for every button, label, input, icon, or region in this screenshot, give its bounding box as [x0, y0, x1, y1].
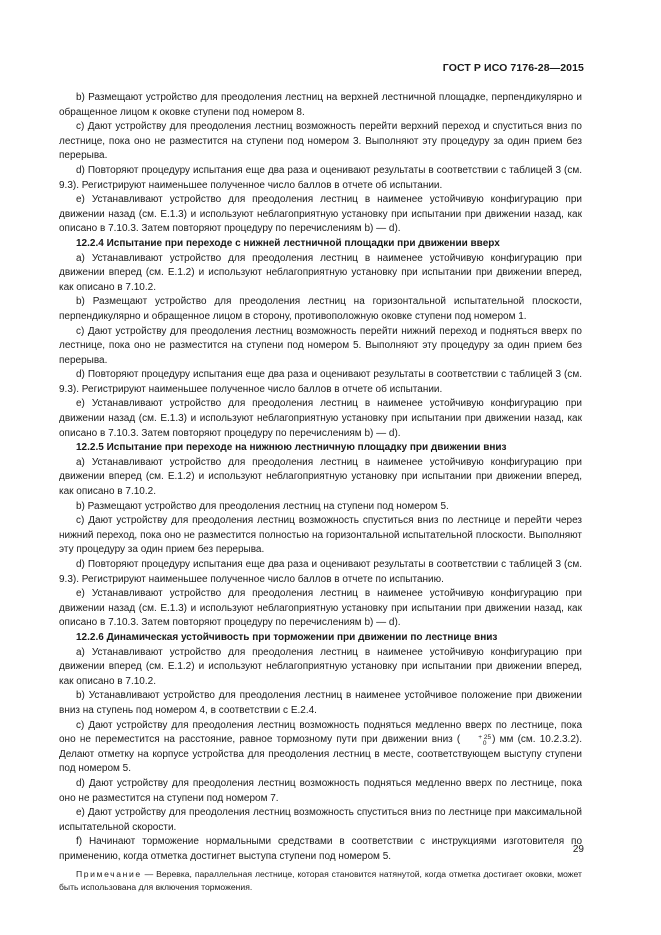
- paragraph-12-2-5-d: d) Повторяют процедуру испытания еще два раза и оценивают результаты в соответствии с таблицей 3 (см. 9.3). Регистрируют наименьшее полученное число баллов в отчете по испытанию.: [59, 559, 582, 585]
- tolerance-fraction: [461, 735, 491, 748]
- paragraph-12-2-4-a: a) Устанавливают устройство для преодоления лестниц в наименее устойчивую конфигурацию при движении вперед (см. Е.1.2) и используют неблагоприятную установку при испытании при движении вперед, как описано в 7.10.2.: [59, 252, 582, 293]
- paragraph-12-2-5-b: b) Размещают устройство для преодоления лестниц на ступени под номером 5.: [76, 500, 449, 512]
- paragraph-12-2-6-f: f) Начинают торможение нормальными средствами в соответствии с инструкциями изготовителя по применению, когда отметка достигнет выступа ступени под номером 5.: [59, 836, 582, 862]
- paragraph-12-2-5-e: e) Устанавливают устройство для преодоления лестниц в наименее устойчивую конфигурацию при движении назад (см. Е.1.3) и используют неблагоприятную установку при испытании при движении назад, как описано в 7.10.3. Затем повторяют процедуру по перечислениям b) — d).: [59, 588, 582, 629]
- paragraph-12-2-6-e: e) Дают устройству для преодоления лестниц возможность спуститься вниз по лестнице при максимальной испытательной скорости.: [59, 807, 582, 833]
- note-label: Примечание: [76, 869, 142, 880]
- paragraph-12-2-5-c: c) Дают устройству для преодоления лестниц возможность спуститься вниз по лестнице и перейти через нижний переход, пока оно не разместится полностью на горизонтальной испытательной плоскости. Выполняют эту процедуру за один прием без перерыва.: [59, 515, 582, 556]
- paragraph-12-2-6-c-text-after: ) мм (см. 10.2.3.2). Делают отметку на корпусе устройства для преодоления лестниц в месте, соответствующем выступу ступени под номером 5.: [59, 734, 582, 775]
- paragraph-12-2-3-b: b) Размещают устройство для преодоления лестниц на верхней лестничной площадке, перпендикулярно и обращенное лицом к оковке ступени под номером 8.: [59, 92, 582, 118]
- section-heading-12-2-6: 12.2.6 Динамическая устойчивость при торможении при движении по лестнице вниз: [76, 631, 498, 643]
- tolerance-lower: 0: [482, 740, 487, 748]
- note-text: — Веревка, параллельная лестнице, которая становится натянутой, когда отметка достигает оковки, может быть использована для включения торможения.: [59, 869, 582, 893]
- paragraph-12-2-6-c-text-before: c) Дают устройству для преодоления лестниц возможность подняться медленно вверх по лестнице, пока оно не переместится на расстояние, равное тормозному пути при движении вниз (: [59, 719, 582, 746]
- paragraph-12-2-6-d: d) Дают устройству для преодоления лестниц возможность подняться медленно вверх по лестнице, пока оно не разместится на ступени под номером 7.: [59, 777, 582, 804]
- paragraph-12-2-3-e: e) Устанавливают устройство для преодоления лестниц в наименее устойчивую конфигурацию при движении назад (см. Е.1.3) и используют неблагоприятную установку при испытании при движении назад, как описано в 7.10.3. Затем повторяют процедуру по перечислениям b) — d).: [59, 194, 582, 235]
- paragraph-12-2-3-c: c) Дают устройству для преодоления лестниц возможность перейти верхний переход и спуститься вниз по лестнице, пока оно не разместится на ступени под номером 3. Выполняют эту процедуру за один прием без перерыва.: [59, 121, 582, 162]
- document-header: ГОСТ Р ИСО 7176-28—2015: [442, 62, 584, 74]
- paragraph-12-2-6-b: b) Устанавливают устройство для преодоления лестниц в наименее устойчивое положение при движении вниз на ступень под номером 4, в соответствии с Е.2.4.: [59, 690, 582, 716]
- tolerance-upper: + 25: [478, 733, 492, 741]
- paragraph-12-2-4-b: b) Размещают устройство для преодоления лестниц на горизонтальной испытательной плоскости, перпендикулярно и обращенное лицом в сторону, противоположную оковке ступени под номером 1.: [59, 296, 582, 322]
- paragraph-12-2-5-a: a) Устанавливают устройство для преодоления лестниц в наименее устойчивую конфигурацию при движении вперед (см. Е.1.2) и используют неблагоприятную установку при испытании при движении вперед, как описано в 7.10.2.: [59, 456, 582, 498]
- section-heading-12-2-5: 12.2.5 Испытание при переходе на нижнюю лестничную площадку при движении вниз: [76, 442, 507, 454]
- note: [59, 868, 582, 894]
- document-body: [59, 91, 582, 894]
- paragraph-12-2-4-d: d) Повторяют процедуру испытания еще два раза и оценивают результаты в соответствии с таблицей 3 (см. 9.3). Регистрируют наименьшее полученное число баллов в отчете об испытании.: [59, 369, 582, 395]
- paragraph-12-2-3-d: d) Повторяют процедуру испытания еще два раза и оценивают результаты в соответствии с таблицей 3 (см. 9.3). Регистрируют наименьшее полученное число баллов в отчете об испытании.: [59, 164, 582, 191]
- page-number: 29: [572, 844, 584, 855]
- paragraph-12-2-6-a: a) Устанавливают устройство для преодоления лестниц в наименее устойчивую конфигурацию при движении вперед (см. Е.1.2) и используют неблагоприятную установку при испытании при движении вперед, как описано в 7.10.2.: [59, 646, 582, 687]
- paragraph-12-2-4-e: e) Устанавливают устройство для преодоления лестниц в наименее устойчивую конфигурацию при движении назад (см. Е.1.3) и используют неблагоприятную установку при испытании при движении назад, как описано в 7.10.3. Затем повторяют процедуру по перечислениям b) — d).: [59, 398, 582, 439]
- paragraph-12-2-6-c: [59, 719, 582, 777]
- section-heading-12-2-4: 12.2.4 Испытание при переходе с нижней лестничной площадки при движении вверх: [76, 237, 500, 249]
- paragraph-12-2-4-c: c) Дают устройству для преодоления лестниц возможность перейти нижний переход и подняться вверх по лестнице, пока оно не разместится на ступени под номером 5. Выполняют эту процедуру за один прием без перерыва.: [59, 325, 582, 366]
